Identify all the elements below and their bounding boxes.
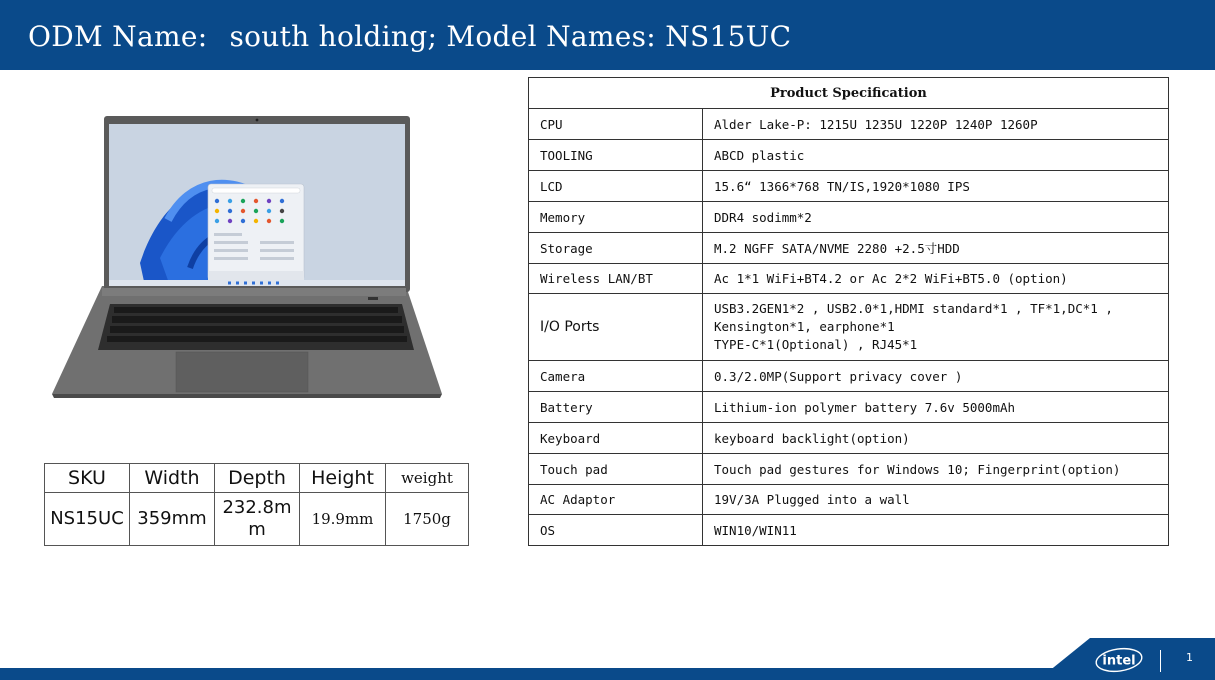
spec-value: WIN10/WIN11: [703, 515, 1169, 546]
laptop-image: [50, 108, 445, 400]
spec-row-os: [529, 515, 1169, 546]
sku-table-header-row: [45, 464, 469, 493]
spec-value: keyboard backlight(option): [703, 423, 1169, 454]
spec-row-memory: [529, 202, 1169, 233]
spec-row-ac-adaptor: [529, 485, 1169, 515]
sku-value: NS15UC: [45, 493, 130, 546]
odm-label: ODM Name:: [28, 20, 208, 53]
odm-value: south holding;: [229, 20, 438, 53]
width-value: 359mm: [130, 493, 215, 546]
spec-row-camera: [529, 361, 1169, 392]
intel-logo-text: intel: [1102, 653, 1136, 669]
footer-divider: [1160, 650, 1161, 672]
spec-value: M.2 NGFF SATA/NVME 2280 +2.5寸HDD: [703, 233, 1169, 264]
spec-key: Battery: [529, 392, 703, 423]
spec-key: AC Adaptor: [529, 485, 703, 515]
page-title: [28, 20, 791, 53]
weight-value: 1750g: [386, 493, 469, 546]
spec-key: LCD: [529, 171, 703, 202]
sku-table-value-row: [45, 493, 469, 546]
spec-value: Lithium-ion polymer battery 7.6v 5000mAh: [703, 392, 1169, 423]
io-ports-line: USB3.2GEN1*2 , USB2.0*1,HDMI standard*1 , TF*1,DC*1 ,: [714, 301, 1113, 316]
sku-header: SKU: [45, 464, 130, 493]
spec-row-cpu: [529, 109, 1169, 140]
spec-row-lcd: [529, 171, 1169, 202]
spec-value: Touch pad gestures for Windows 10; Fingerprint(option): [703, 454, 1169, 485]
height-value: 19.9mm: [300, 493, 386, 546]
spec-row-storage: [529, 233, 1169, 264]
spec-value: Alder Lake-P: 1215U 1235U 1220P 1240P 1260P: [703, 109, 1169, 140]
spec-key: Wireless LAN/BT: [529, 264, 703, 294]
spec-key: CPU: [529, 109, 703, 140]
spec-key: Touch pad: [529, 454, 703, 485]
page-number: 1: [1186, 651, 1193, 664]
sku-dimensions-table: [44, 463, 469, 546]
width-header: Width: [130, 464, 215, 493]
model-label: Model Names:: [446, 20, 657, 53]
intel-logo: [1094, 646, 1144, 674]
spec-row-touchpad: [529, 454, 1169, 485]
depth-value: 232.8mm: [215, 493, 300, 546]
spec-key: TOOLING: [529, 140, 703, 171]
spec-key: Storage: [529, 233, 703, 264]
spec-value: [703, 294, 1169, 361]
spec-key: I/O Ports: [529, 294, 703, 361]
model-value: NS15UC: [665, 20, 792, 53]
io-ports-line: Kensington*1, earphone*1: [714, 319, 895, 334]
spec-value: 0.3/2.0MP(Support privacy cover ): [703, 361, 1169, 392]
spec-key: Memory: [529, 202, 703, 233]
spec-heading-row: [529, 78, 1169, 109]
spec-value: Ac 1*1 WiFi+BT4.2 or Ac 2*2 WiFi+BT5.0 (option): [703, 264, 1169, 294]
spec-row-battery: [529, 392, 1169, 423]
spec-heading: Product Specification: [529, 78, 1169, 109]
title-bar: [0, 0, 1215, 70]
depth-header: Depth: [215, 464, 300, 493]
spec-row-tooling: [529, 140, 1169, 171]
io-ports-line: TYPE-C*1(Optional) , RJ45*1: [714, 337, 918, 352]
spec-key: Camera: [529, 361, 703, 392]
spec-row-wireless: [529, 264, 1169, 294]
product-specification-table: [528, 77, 1169, 546]
spec-value: ABCD plastic: [703, 140, 1169, 171]
weight-header: weight: [386, 464, 469, 493]
spec-value: 15.6“ 1366*768 TN/IS,1920*1080 IPS: [703, 171, 1169, 202]
spec-key: OS: [529, 515, 703, 546]
footer-bar: [0, 668, 1215, 680]
spec-value: 19V/3A Plugged into a wall: [703, 485, 1169, 515]
spec-key: Keyboard: [529, 423, 703, 454]
spec-value: DDR4 sodimm*2: [703, 202, 1169, 233]
spec-row-keyboard: [529, 423, 1169, 454]
spec-row-io-ports: [529, 294, 1169, 361]
height-header: Height: [300, 464, 386, 493]
